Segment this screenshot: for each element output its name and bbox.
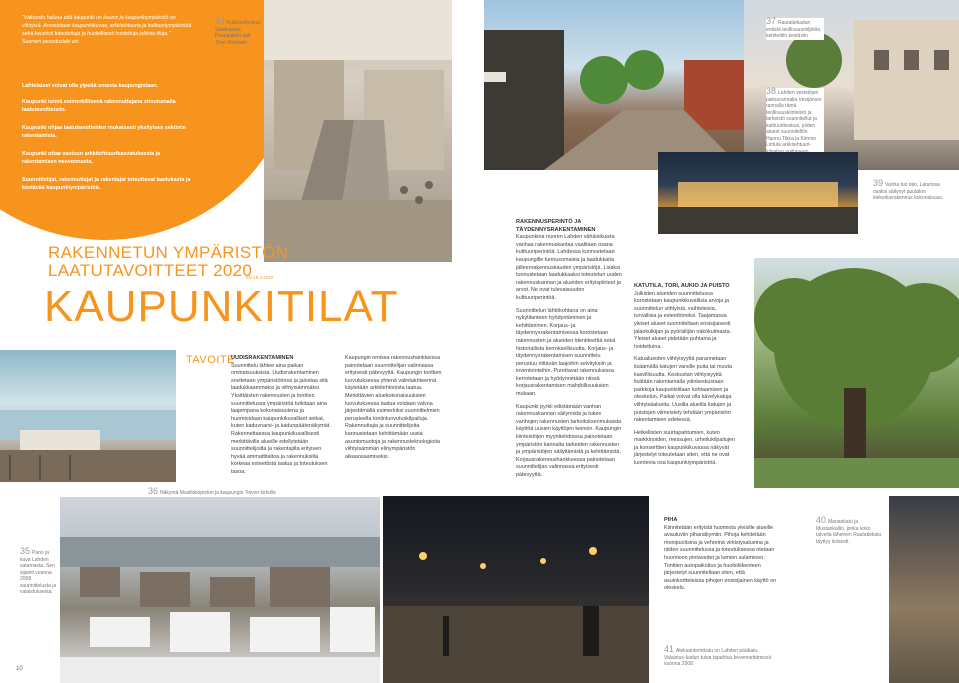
rakennusperinto-text-1: Kaupunkina nuoren Lahden vähäisikuista vanhaa rakennuskantaa vaalitaan osana kulttuuriperintöä. Lahdessa kunnostetaan kaupungille tunnusomaisia ja laadukkaita jälleenrakennuskauden ympäristöjä. Lisäksi tunnustetaan laadukkaaksi toteutetun uuden rakennuskannan ja alueiden erityispiirteet ja arvot. Ne ovat tulevaisuuden kulttuuriperintöä. [516,234,622,301]
winter-town-illustration [60,497,380,683]
piha-text: Kiinnitetään erityistä huomiota yleisille alueille avautuviin pihanäkymiin. Pihoja kehitetään monipuolisina ja vehreinä virkistysalueina ja niiden suunnittelussa ja toteutuksessa otetaan huomioon pintavedet ja lumien sulaminen. Tonttien autopaikoitus ja huoltoliikenteen järjestelyt suunnitellaan siten, että asuinkortteleissa pihojen ensisijainen käyttö on oleskelu. [664,524,777,592]
photo-street-side [889,496,959,683]
photo-harbor [0,350,176,482]
caption-39: 39 Vanha tuo talo, Laturissa osaksi säilynyt puutalon kiekoilusrakennus kokonaisuus. [873,178,944,201]
katutila-text-3: Hetkellisten suurtapahtumien, kuten markkinoiden, messujen, urheilukilpailujen ja konserttien kaupunkikuvassa näkyvät järjestelyt toteutetaan siten, että ne ovat luontevia osa kaupunkiympäristöä. [634,429,735,467]
headline-sub-2: LAATUTAVOITTEET 2020 [48,261,253,280]
park-tree-illustration [754,258,959,488]
rakennusperinto-text-2: Suunnittelun lähtökohtana on aina nykytilanteen hyödyntäminen ja kehittäminen. Korjaus- ja täydennysrakentamisessa korostetaan rakennusten ja alueiden identiteettiä sekä historiallista kerroksellisuutta. Korjaus- ja täydennysrakentamisen suunnittelu perustuu riittävän laajoihin selvityksiin ja inventointeihin. Purettavat rakennuksissa kerrotetaan ja hyödynnetään niissä korjausrakentamisen mahdollisuuksien mukaan. [516,307,616,398]
night-street-illustration [383,496,649,683]
katutila-text-1: Julkisten alueiden suunnittelussa korostetaan kaupunkikuvallisia arvoja ja suunnittelun viihtyisiä, vaihteleivia, turvallisia ja esteettömiksi. Taajamassa yleiset alueet suunnitellaan ensisijaisesti jalankulkijan ja pyöräilijän näkökulmasta. Yleiset alueet pidetään puhtaina ja hoidettuina. [634,290,732,350]
goal-5: Suunnittelijat, rakennuttajat ja rakentajat toteuttavat laadukasta ja kestävää kaupunkiympäristöä. [22,177,191,191]
column-2 [345,355,451,461]
mall-illustration [264,0,452,262]
industrial-street-illustration [484,0,744,170]
goal-4: Kaupunki ottaa vastuun arkkitehtuurikasvatuksesta ja rakentamisen neuvonnasta. [22,151,161,165]
goal-2: Kaupunki toimii esimerkillisenä rakennuttajana sitoutumalla laatutavoitteisiin. [22,99,176,113]
quote-source: Suomen perustuslaki art. [22,39,80,45]
caption-40: 40 Mariankatu ja Mustankallio, jonka koko talvella läheinen Rautatiekatu täyttyy iloisesti. [816,515,882,545]
piha-heading: PIHA [664,517,678,523]
headline-sub-1: RAKENNETUN YMPÄRISTÖN [48,243,289,262]
photo-park-tree [754,258,959,488]
goal-1: Lahtelaiset voivat olla ylpeitä omasta kaupungistaan. [22,83,159,89]
harbor-illustration [0,350,176,482]
photo-concert-hall-night [658,152,858,234]
column-2-text: Kaupungin omissa rakennushankkeissa painotetaan suunnittelijan valinnassa erityisesti pätevyyttä. Kaupungin tonttien luovutuksessa yhtenä valintakriteerinä käytetään arkkitehtonista laatua. Merkittävien aluekokonaisuuksien luovutuksessa laatua voidaan valvoa järjestämällä esimerkiksi suunnittelmien perusteella tontinluovutuskilpailuja. Rakennuttajia ja suunnittelijoita kannustetaan kehittämään uusia asuntomuotoja ja rakennusteknologioita viihtyisämmän elinympäristön aikaansaamiseksi. [345,355,442,460]
uudisrakentaminen-text: Suunnittelu lähtee aina paikan ominaisuuksista. Uudisrakentaminen sovitetaan ympäristöönsä ja jalostaa sitä laadukkaammaksi ja viihtyisämmäksi. Yksittäisten rakennusten ja tonttien suunnittelussa ympäristöä tutkitaan aina laajempana kokonaisuutena ja huomioidaan kaupunkikuvalliset seikat, kuten kaduvnarsi- ja kadunpäätenäkymät. Rakennettaessa kaupunkikuvallisesti merkittäville alueille edellytetään suunnittelijoilta ja rakentajilta erityisen hyvää ammattitaitoa ja rakennuksilta korkeaa esteettistä laatua ja toteutuksen tasoa. [231,362,331,475]
tavoite-label: TAVOITE [186,354,235,366]
rakennusperinto-heading: RAKENNUSPERINTÖ JA TÄYDENNYSRAKENTAMINEN [516,219,596,233]
photo-night-street [383,496,649,683]
page-number-right: 11 [936,666,943,672]
page-title: KAUPUNKITILAT [44,282,399,331]
photo-industrial-street [484,0,744,170]
caption-36: 36 Näkymä Musiikkiopiston ja kaupungin Toivon kirkolle [148,486,277,496]
caption-38: 38 Lahden vesistöjen paksurannalla Vesijärven rannalla tämä teollisuuskiinteistö ja tarkeistö suunnitellut ja kulttuurikeskus, joiden alueet suunniteltiin. Hannu Tikka ja Kimmo Lintula arkkitehtuuri- [766,88,824,175]
katutila-column [634,283,740,468]
caption-41: 41 Aleksanterinkatu on Lahden pääkatu. Valaistus-kadun tuloa tapahtuu kevennettämissä vuonna 2008. [664,644,772,667]
caption-35: 35 Pano ja kuva Lahden satamasta. Sen sijainti vuonna 2008 suunnittelusta ja valaistuksesta. [20,546,57,595]
katutila-heading: KATUTILA, TORI, AUKIO JA PUISTO [634,283,730,289]
rakennusperinto-column [516,219,622,480]
concert-hall-illustration [658,152,858,234]
year-note: KV 19.4.2010 [246,275,274,280]
caption-34: 34 Kulttuurikeskus Sibeliustalo. Puupalatsin sali. Timo Kivikoski [215,16,261,46]
photo-shopping-mall [264,0,452,262]
quote-text [22,14,192,46]
uudisrakentaminen-heading: UUDISRAKENTAMINEN [231,355,294,361]
caption-37: 37 Rautatiekadun entistä teollisuusmiljööta kehitettiin kestäviin [766,18,824,40]
goal-3: Kaupunki ohjaa laatutavoitteiden mukaisesti yksityisen sektorin rakentamista. [22,125,186,139]
katutila-text-2: Katualueiden viihtyisyyttä parannetaan lisäämällä katujen varsille puita tai muuta kasvillisuutta. Keskustan viihtyisyyttä lisätään rakentamalla ydinkeskustaan parkkoja kaupunkitilaan kohtaamisen ja oleskelun. Paikat voivat olla kävelykatuja viihtyisäalueita. Uusilla alueilla katujen ja puistojen viimeistely tehdään ympäristön rakentamisen edetessä. [634,356,732,424]
photo-winter-town [60,497,380,683]
uudisrakentaminen-column [231,355,335,477]
piha-column [664,517,784,593]
quote-body: "Valtuusto haluaa että kaupunki on kaunis ja kaupunkiympäristö on viihtyisä. Arvostetaan kaupunkikuvaa, arkkitehtuuria ja kulttuuriympäristöä sekä kauniisti toteutettuja ja huolellisesti hoidettuja julkisia tiloja." [22,15,192,37]
rakennusperinto-text-3: Kaupunki pyrkii edistämään vanhan rakennuskannan säilymistä ja tukee vanhojen rakennusten tarkoituksenmukaista käyttöä uusien käyttöjen keinoin. Kaupungin kiinteistöjen myyntiehdoissa painotetaan ympäristön kannalta tarkeiden rakennusten ja ympäristöjen säilyttämistä ja kehittämistä. Korjausrakennushankkeessa painotetaan suunnittelijan valinnassa erityisesti pätevyyttä. [516,403,622,478]
page-number-left: 10 [16,666,23,672]
